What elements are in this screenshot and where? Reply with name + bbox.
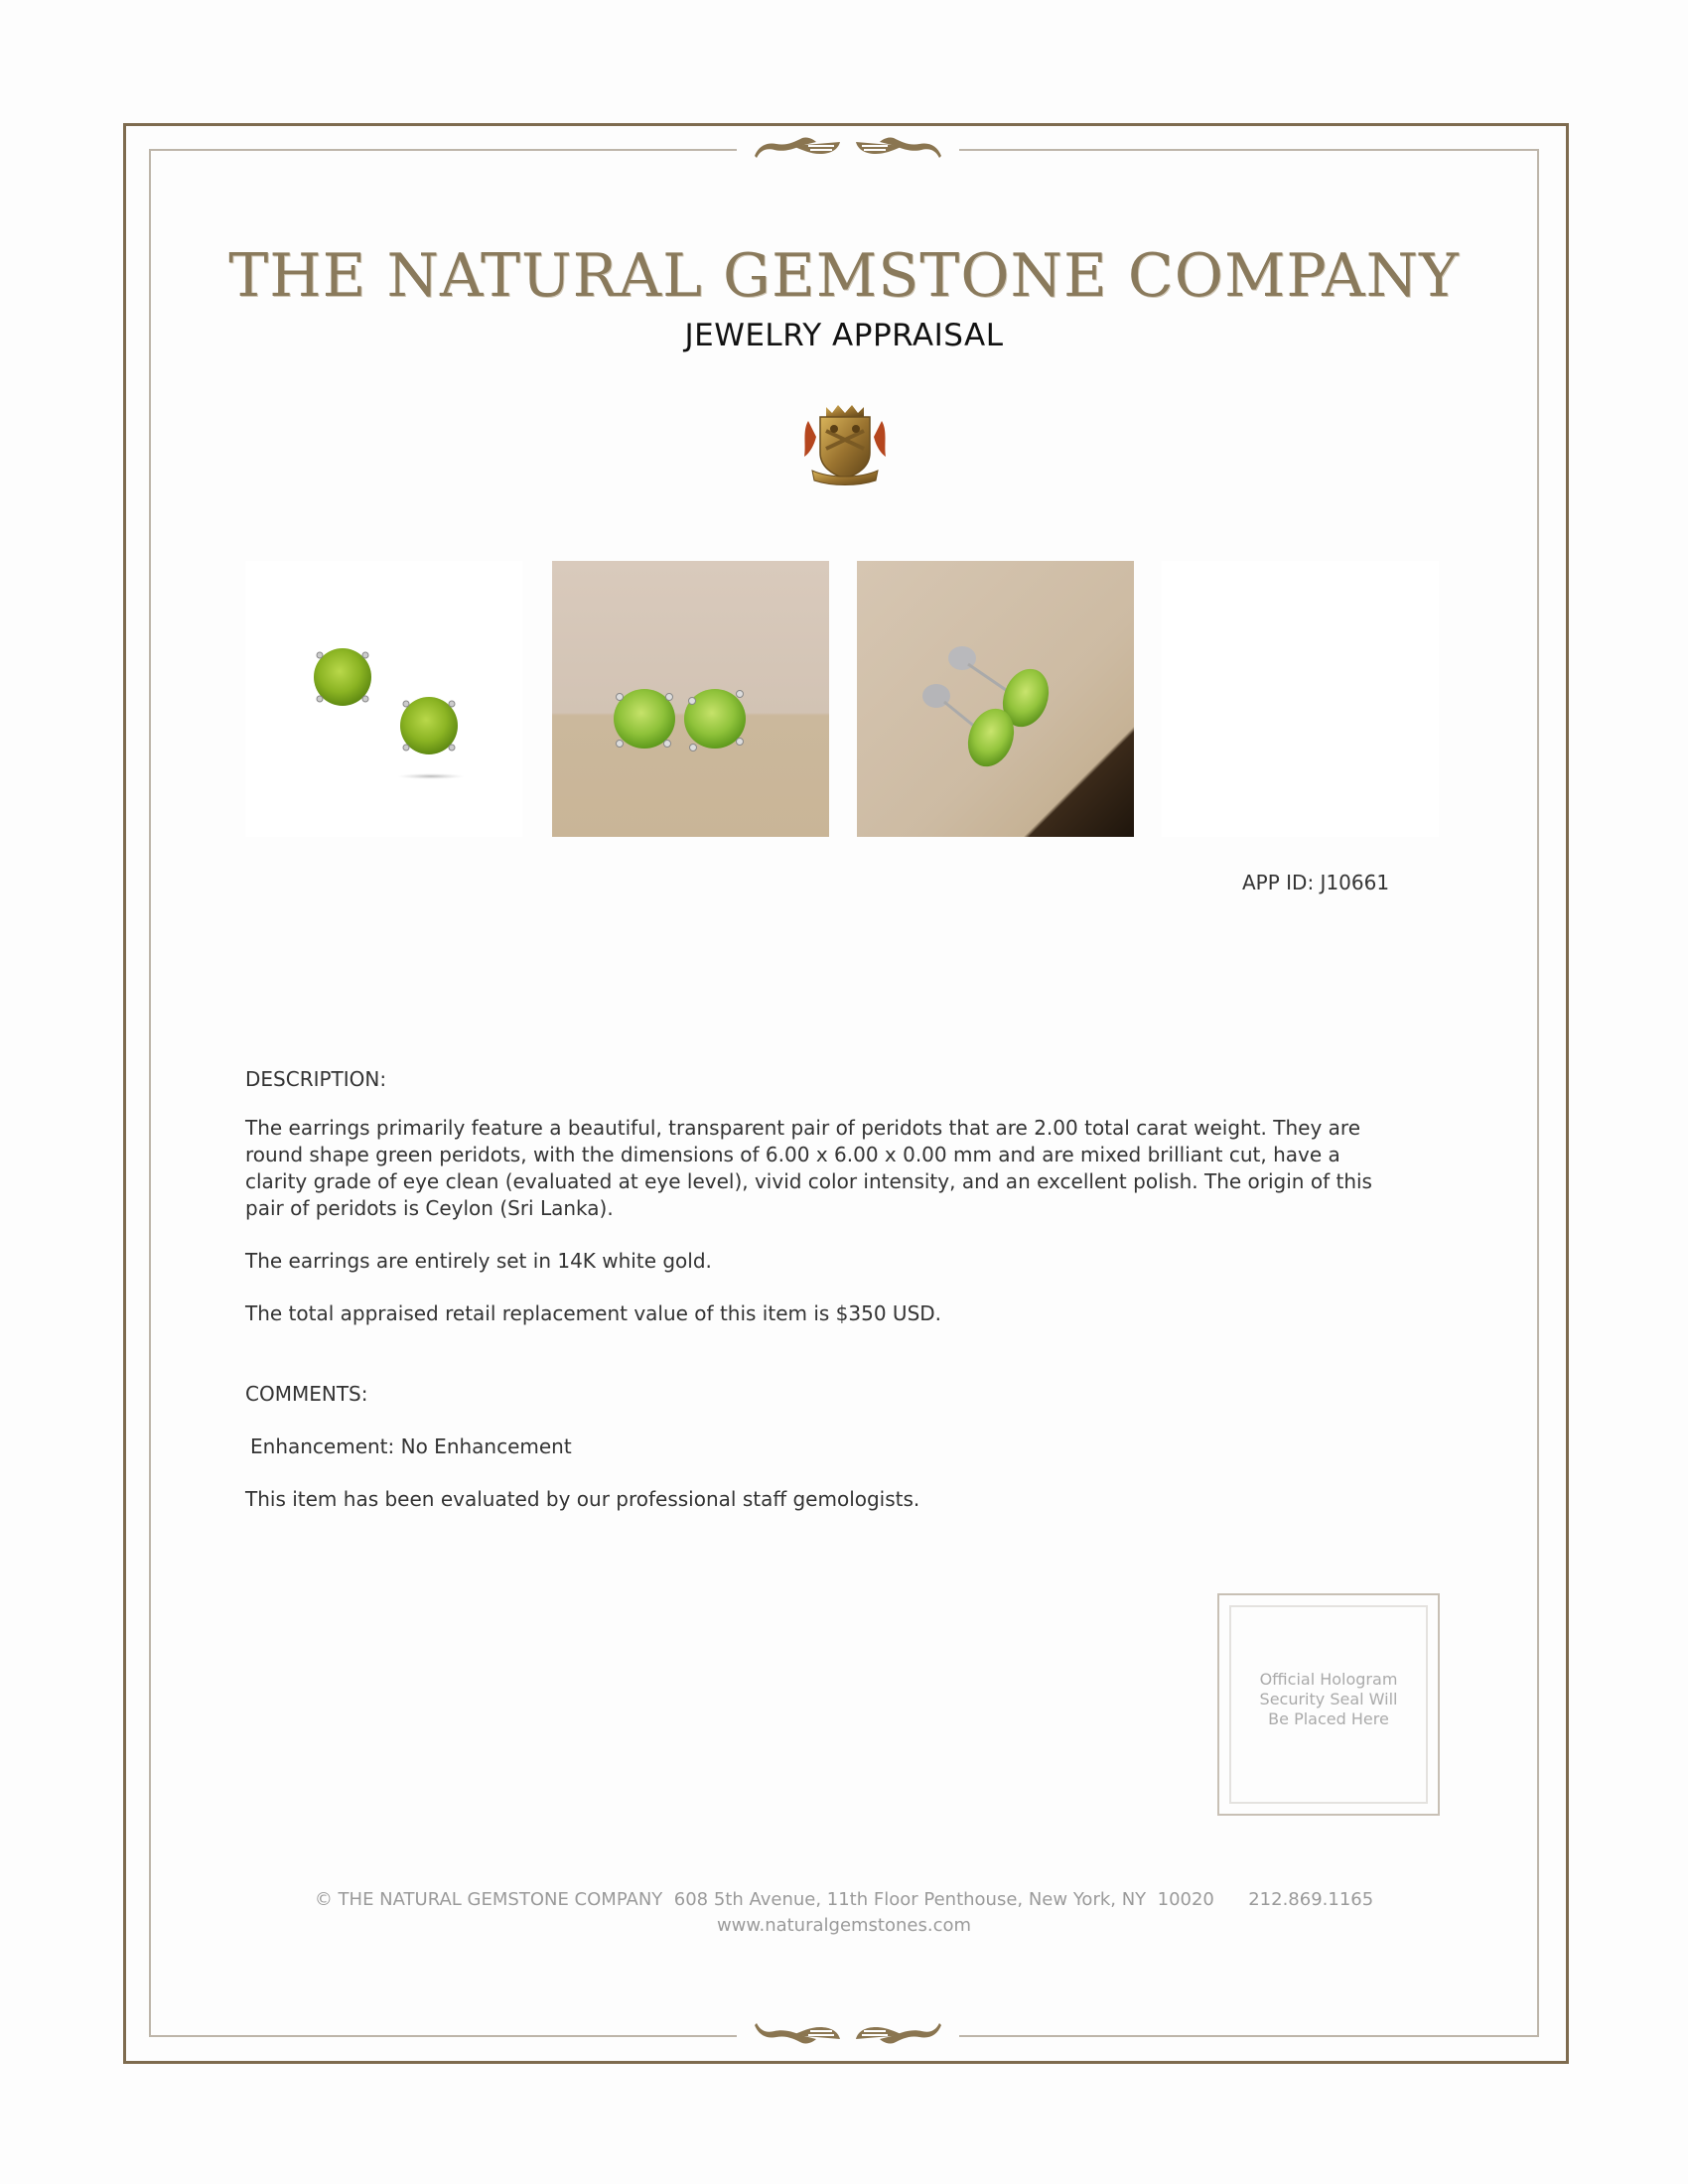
footer-address: © THE NATURAL GEMSTONE COMPANY 608 5th Avenue, 11th Floor Penthouse, New York, NY 10020 212.869.1165 <box>314 1889 1374 1910</box>
photo-earrings-front-on-suede <box>552 561 829 837</box>
document-type: JEWELRY APPRAISAL <box>684 318 1004 353</box>
description-line-1: The earrings primarily feature a beautiful, transparent pair of peridots that are 2.00 total carat weight. They are <box>245 1116 1360 1140</box>
inner-frame-right <box>1537 149 1539 2037</box>
description-line-2: round shape green peridots, with the dimensions of 6.00 x 6.00 x 0.00 mm and are mixed brilliant cut, have a <box>245 1143 1340 1166</box>
appraised-value: The total appraised retail replacement value of this item is $350 USD. <box>245 1301 942 1325</box>
company-name: THE NATURAL GEMSTONE COMPANY <box>228 241 1460 311</box>
inner-frame-left <box>149 149 151 2037</box>
photo-earrings-white-background <box>245 561 522 837</box>
peridot-earrings-icon <box>245 561 522 837</box>
setting-statement: The earrings are entirely set in 14K white gold. <box>245 1249 712 1273</box>
seal-line-3: Be Placed Here <box>1268 1709 1389 1728</box>
peridot-earrings-icon <box>552 561 829 837</box>
app-id: APP ID: J10661 <box>1242 871 1390 894</box>
scroll-ornament-icon <box>753 134 943 160</box>
inner-frame-top-right <box>959 149 1538 151</box>
scroll-ornament-icon <box>753 2021 943 2047</box>
photo-earrings-side-on-suede <box>857 561 1134 837</box>
seal-line-2: Security Seal Will <box>1259 1690 1398 1708</box>
description-line-3: clarity grade of eye clean (evaluated at eye level), vivid color intensity, and an excellent polish. The origin of this <box>245 1169 1372 1193</box>
footer-website[interactable]: www.naturalgemstones.com <box>716 1915 972 1936</box>
description-heading: DESCRIPTION: <box>245 1067 387 1091</box>
inner-frame-bottom-right <box>959 2035 1538 2037</box>
description-line-4: pair of peridots is Ceylon (Sri Lanka). <box>245 1196 614 1220</box>
inner-frame-top-left <box>149 149 737 151</box>
seal-line-1: Official Hologram <box>1259 1670 1398 1689</box>
evaluation-note: This item has been evaluated by our professional staff gemologists. <box>245 1487 920 1511</box>
hologram-seal-text <box>1229 1670 1428 1729</box>
photo-blank-slot <box>1162 561 1439 837</box>
comments-heading: COMMENTS: <box>245 1382 368 1406</box>
inner-frame-bottom-left <box>149 2035 737 2037</box>
peridot-earrings-icon <box>857 561 1134 837</box>
company-crest-icon <box>800 401 890 490</box>
enhancement-note: Enhancement: No Enhancement <box>250 1434 572 1458</box>
